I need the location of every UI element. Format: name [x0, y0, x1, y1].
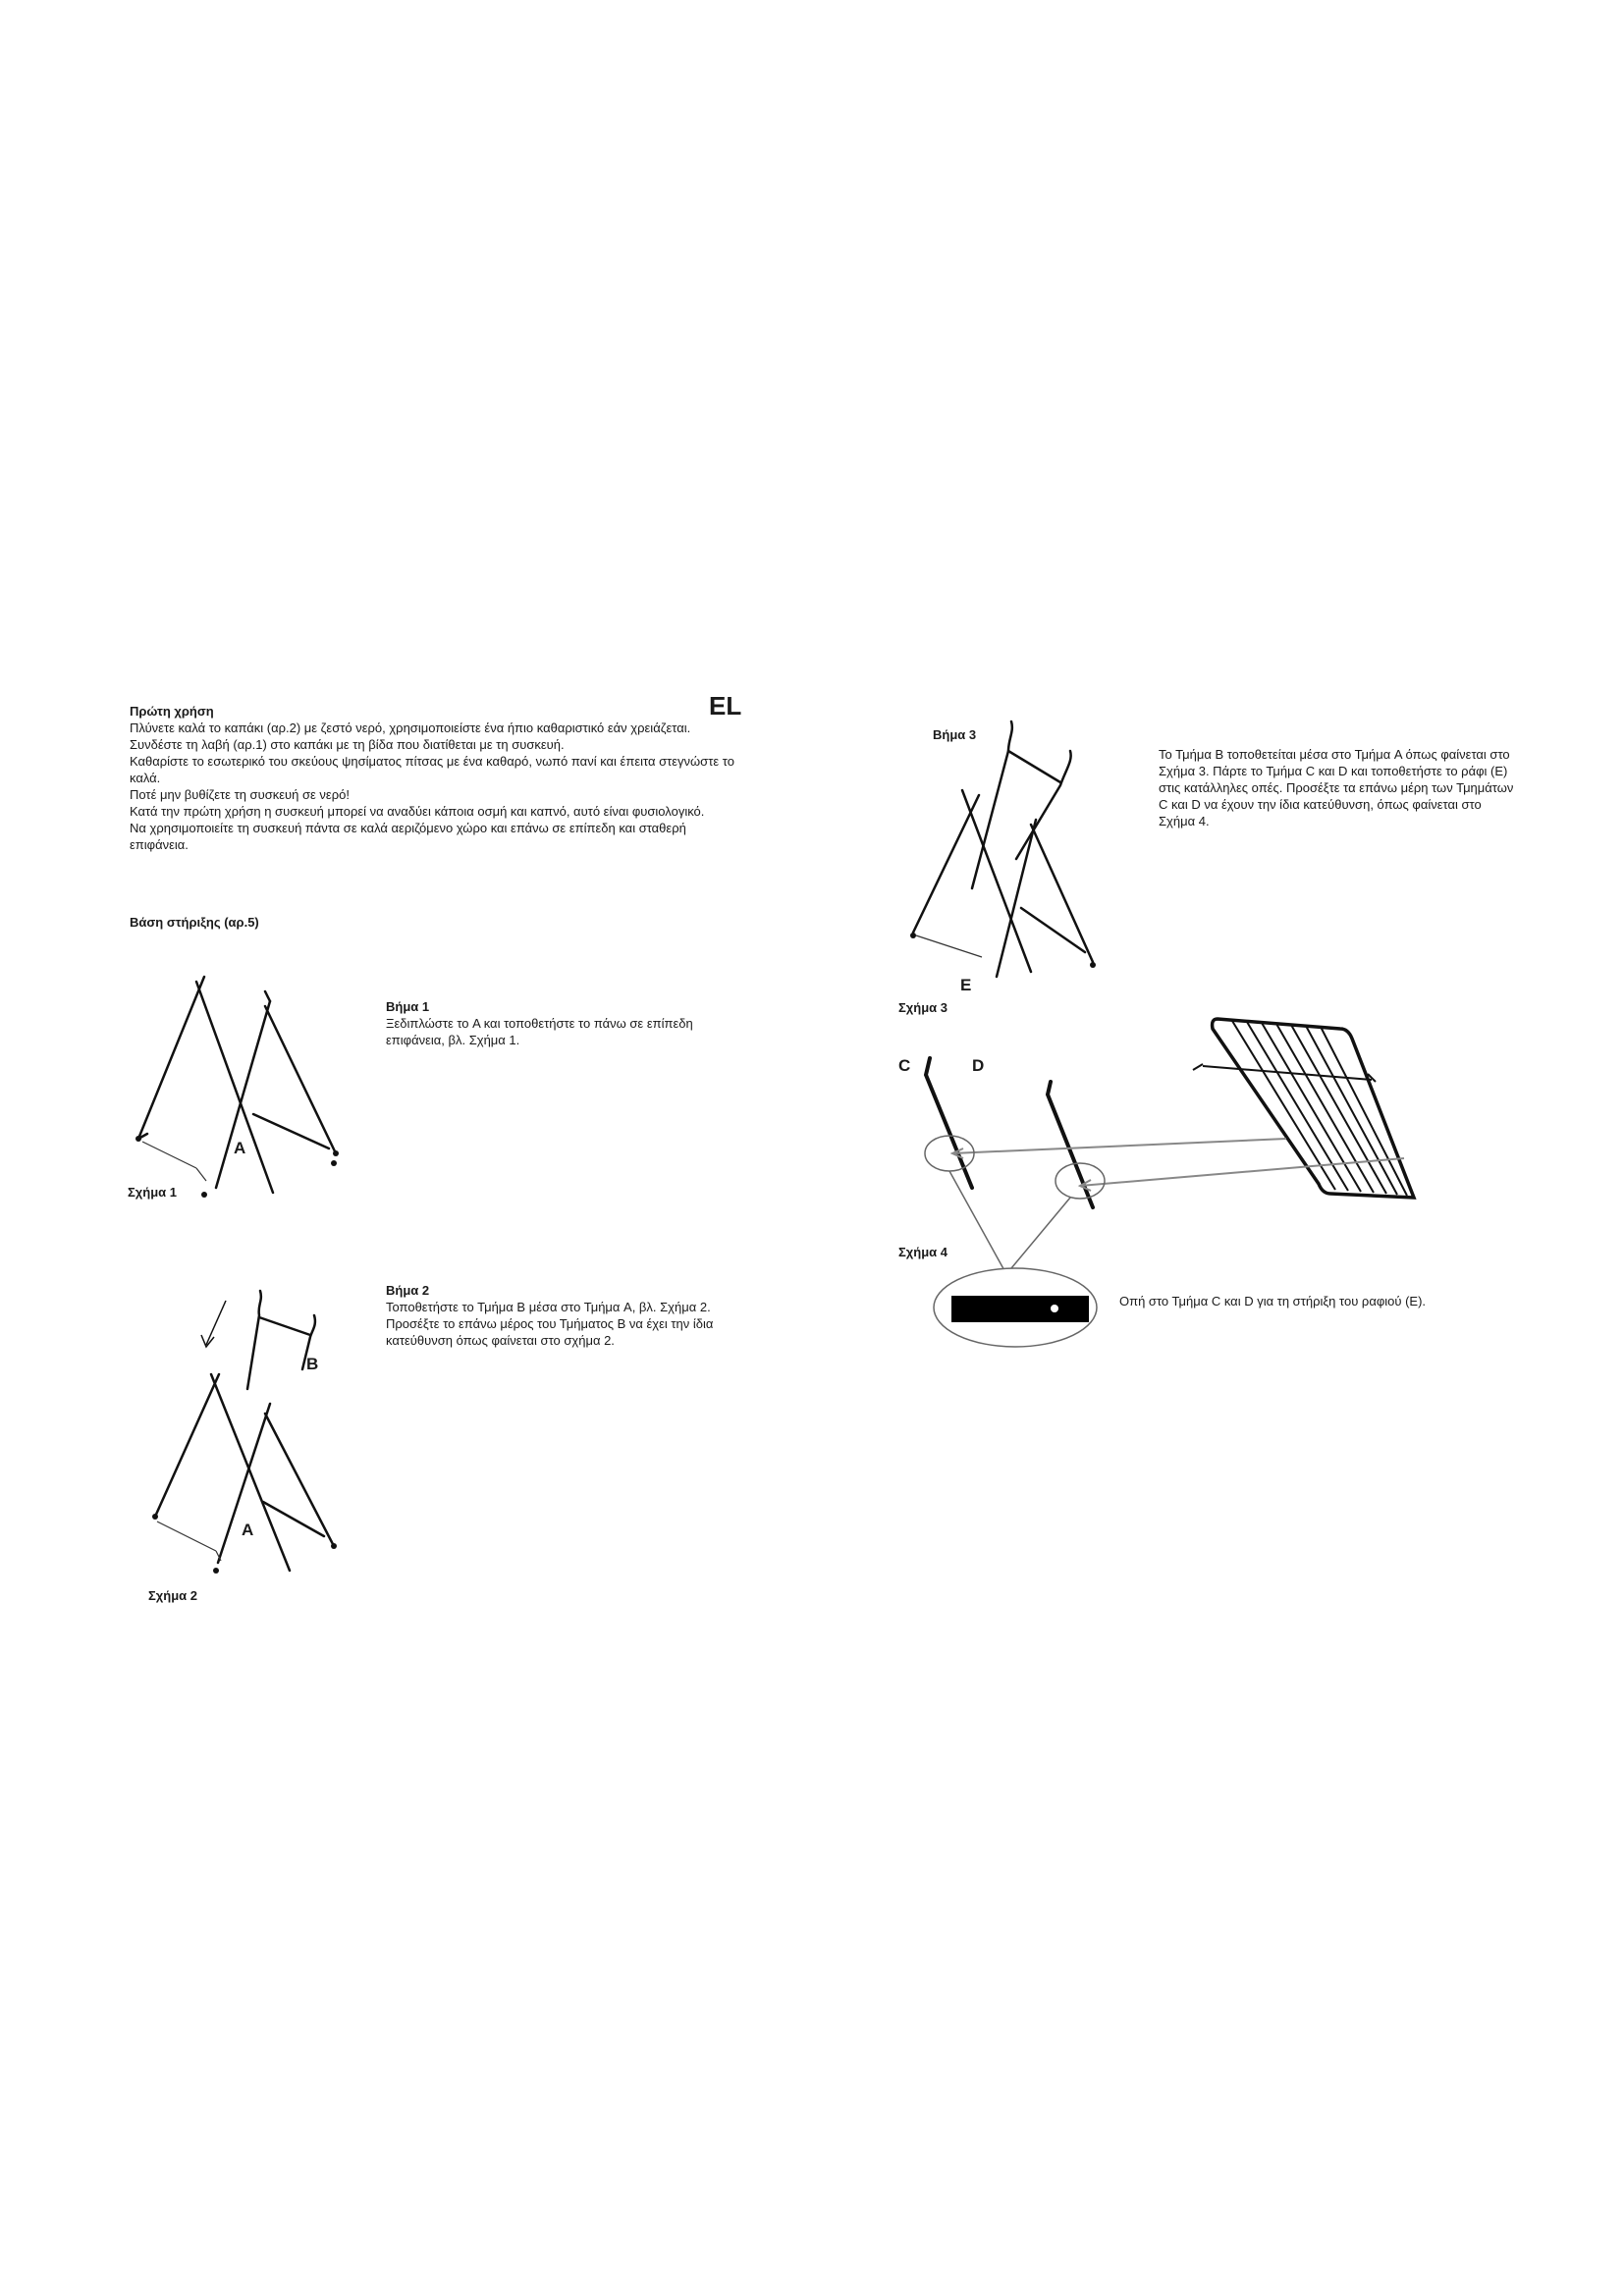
step-3-text: Το Τμήμα B τοποθετείται μέσα στο Τμήμα A όπως φαίνεται στο Σχήμα 3. Πάρτε το Τμήμα C και D και τοποθετήστε το ράφι (E) στις κατάλληλες οπές. Προσέξτε τα επάνω μέρη των Τμημάτων C και D να έχουν την ίδια κατεύθυνση, όπως φαίνεται στο Σχήμα 4. [1159, 747, 1514, 828]
first-use-paragraph: Κατά την πρώτη χρήση η συσκευή μπορεί να αναδύει κάποια οσμή και καπνό, αυτό είναι φυσιολογικό. [130, 804, 705, 819]
first-use-heading: Πρώτη χρήση [130, 704, 214, 719]
figure-2-part-b: B [306, 1355, 319, 1373]
figure-3-part-e: E [960, 976, 972, 994]
first-use-section [130, 703, 743, 853]
step-1-title: Βήμα 1 [386, 999, 430, 1014]
figure-2-drawing [147, 1276, 403, 1580]
first-use-paragraph: Καθαρίστε το εσωτερικό του σκεύους ψησίματος πίτσας με ένα καθαρό, νωπό πανί και έπειτα στεγνώστε το καλά. [130, 754, 734, 785]
stand-heading: Βάση στήριξης (αρ.5) [130, 915, 259, 930]
figure-1-label: Σχήμα 1 [128, 1185, 178, 1200]
figure-2-part-a: A [242, 1521, 254, 1539]
first-use-paragraph: Να χρησιμοποιείτε τη συσκευή πάντα σε καλά αεριζόμενο χώρο και επάνω σε επίπεδη και σταθερή επιφάνεια. [130, 821, 686, 852]
step-2-block [386, 1282, 749, 1349]
language-code: EL [709, 691, 742, 721]
step-3-title: Βήμα 3 [933, 727, 977, 742]
figure-1-drawing [128, 967, 383, 1202]
first-use-paragraph: Πλύνετε καλά το καπάκι (αρ.2) με ζεστό νερό, χρησιμοποιείστε ένα ήπιο καθαριστικό εάν χρειάζεται. [130, 721, 691, 735]
figure-4-label: Σχήμα 4 [898, 1245, 948, 1259]
figure-3-label: Σχήμα 3 [898, 1000, 948, 1015]
hole-caption: Οπή στο Τμήμα C και D για τη στήριξη του ραφιού (E). [1119, 1294, 1427, 1308]
first-use-paragraph: Ποτέ μην βυθίζετε τη συσκευή σε νερό! [130, 787, 350, 802]
figure-4-drawing [898, 1011, 1429, 1306]
figure-2-label: Σχήμα 2 [148, 1588, 198, 1603]
step-1-text: Ξεδιπλώστε το A και τοποθετήστε το πάνω σε επίπεδη επιφάνεια, βλ. Σχήμα 1. [386, 1016, 693, 1047]
figure-3-drawing [898, 712, 1114, 996]
step-2-title: Βήμα 2 [386, 1283, 430, 1298]
figure-1-part-a: A [234, 1139, 246, 1157]
first-use-paragraph: Συνδέστε τη λαβή (αρ.1) στο καπάκι με τη βίδα που διατίθεται με τη συσκευή. [130, 737, 565, 752]
figure-4-part-d: D [972, 1056, 985, 1075]
hole-detail-callout [932, 1266, 1099, 1349]
figure-4-part-c: C [898, 1056, 911, 1075]
step-1-block [386, 998, 749, 1048]
step-2-text: Τοποθετήστε το Τμήμα B μέσα στο Τμήμα A, βλ. Σχήμα 2. Προσέξτε το επάνω μέρος του Τμήματος B να έχει την ίδια κατεύθυνση όπως φαίνεται στο σχήμα 2. [386, 1300, 714, 1348]
